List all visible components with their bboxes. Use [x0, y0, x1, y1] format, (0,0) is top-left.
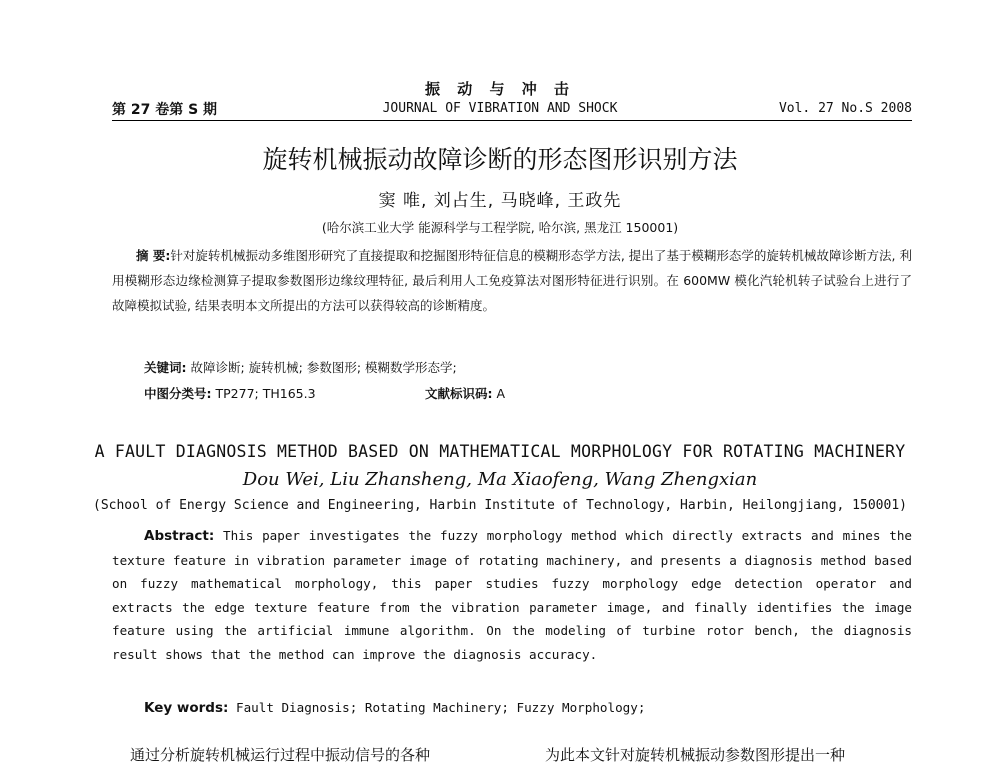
keywords-en-text: Fault Diagnosis; Rotating Machinery; Fuzzy Morphology;: [235, 700, 646, 715]
volume-info: Vol. 27 No.S 2008: [778, 101, 912, 116]
classification-cn: [144, 384, 316, 402]
document-code-cn: [425, 384, 505, 402]
keywords-cn-text: 故障诊断; 旋转机械; 参数图形; 模糊数学形态学;: [190, 360, 457, 375]
abstract-en: [112, 524, 912, 666]
classification-cn-text: TP277; TH165.3: [215, 386, 316, 401]
document-code-cn-label: 文献标识码:: [425, 386, 493, 401]
authors-en: Dou Wei, Liu Zhansheng, Ma Xiaofeng, Wang Zhengxian: [242, 469, 758, 490]
abstract-en-text: This paper investigates the fuzzy morphology method which directly extracts and mines the texture feature in vibration parameter image of rotating machinery, and presents a diagnosis method based on fuzzy mathematical morphology, this paper studies fuzzy morphology edge detection operator and extracts the edge texture feature from the vibration parameter image, and finally identifies the image feature using the artificial immune algorithm. On the modeling of turbine rotor bench, the diagnosis result shows that the method can improve the diagnosis accuracy.: [112, 528, 912, 662]
issue-number-cn: 第 27 卷第 S 期: [112, 102, 218, 118]
abstract-en-label: Abstract:: [144, 528, 215, 544]
classification-cn-label: 中图分类号:: [144, 386, 212, 401]
body-left-column: 通过分析旋转机械运行过程中振动信号的各种: [130, 746, 431, 764]
authors-cn: 窦 唯, 刘占生, 马晓峰, 王政先: [378, 191, 622, 211]
body-right-column: 为此本文针对旋转机械振动参数图形提出一种: [545, 746, 846, 764]
abstract-cn: [112, 243, 912, 318]
journal-name-en: JOURNAL OF VIBRATION AND SHOCK: [382, 101, 618, 116]
header-rule: [112, 120, 912, 121]
affiliation-en: (School of Energy Science and Engineering, Harbin Institute of Technology, Harbin, Heilongjiang, 150001): [93, 498, 907, 513]
paper-title-en: A FAULT DIAGNOSIS METHOD BASED ON MATHEMATICAL MORPHOLOGY FOR ROTATING MACHINERY: [94, 442, 906, 461]
journal-name-cn: 振 动 与 冲 击: [425, 80, 575, 98]
affiliation-cn: (哈尔滨工业大学 能源科学与工程学院, 哈尔滨, 黑龙江 150001): [321, 220, 679, 235]
keywords-cn: [144, 358, 457, 376]
keywords-en: [144, 700, 645, 716]
keywords-en-label: Key words:: [144, 700, 229, 716]
keywords-cn-label: 关键词:: [144, 360, 187, 375]
abstract-cn-text: 针对旋转机械振动多维图形研究了直接提取和挖掘图形特征信息的模糊形态学方法, 提出了基于模糊形态学的旋转机械故障诊断方法, 利用模糊形态边缘检测算子提取参数图形边缘纹理特征, 最后利用人工免疫算法对图形特征进行识别。在 600MW 模化汽轮机转子试验台上进行了故障模拟试验, 结果表明本文所提出的方法可以获得较高的诊断精度。: [112, 248, 912, 313]
paper-title-cn: 旋转机械振动故障诊断的形态图形识别方法: [262, 145, 738, 174]
document-code-cn-text: A: [496, 386, 506, 401]
abstract-cn-label: 摘 要:: [136, 248, 171, 263]
